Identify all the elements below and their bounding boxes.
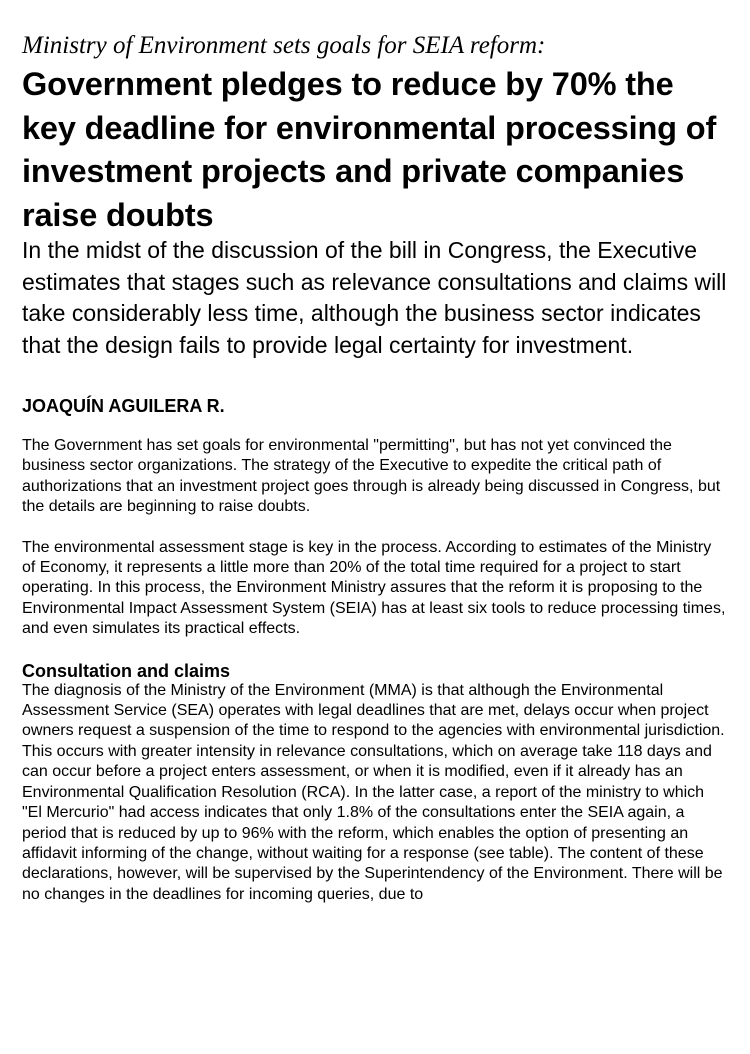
section-paragraph: The diagnosis of the Ministry of the Environment (MMA) is that although the Environmental Assessment Service (SEA) operates with legal deadlines that are met, delays occur when project owners request a suspension of the time to respond to the agencies with environmental jurisdiction. This occurs with greater intensity in relevance consultations, which on average take 118 days and can occur before a project enters assessment, or when it is modified, even if it already has an Environmental Qualification Resolution (RCA). In the latter case, a report of the ministry to which "El Mercurio" had access indicates that only 1.8% of the consultations enter the SEIA again, a period that is reduced by up to 96% with the reform, which enables the option of presenting an affidavit informing of the change, without waiting for a response (see table). The content of these declarations, however, will be supervised by the Superintendency of the Environment. There will be no changes in the deadlines for incoming queries, due to: [22, 681, 725, 903]
article: [0, 31, 750, 905]
article-byline: JOAQUÍN AGUILERA R.: [22, 396, 225, 416]
body-paragraph-2: The environmental assessment stage is key in the process. According to estimates of the Ministry of Economy, it represents a little more than 20% of the total time required for a project to start operating. In this process, the Environment Ministry assures that the reform it is proposing to the Environmental Impact Assessment System (SEIA) has at least six tools to reduce processing times, and even simulates its practical effects.: [22, 538, 726, 638]
section-heading: Consultation and claims: [22, 660, 231, 681]
article-kicker: Ministry of Environment sets goals for SEIA reform:: [22, 32, 546, 59]
article-headline: Government pledges to reduce by 70% the key deadline for environmental processing of investment projects and private companies raise doubts: [22, 66, 717, 233]
body-paragraph-1: The Government has set goals for environmental "permitting", but has not yet convinced the business sector organizations. The strategy of the Executive to expedite the critical path of authorizations that an investment project goes through is already being discussed in Congress, but the details are beginning to raise doubts.: [22, 437, 721, 516]
article-deck: In the midst of the discussion of the bill in Congress, the Executive estimates that stages such as relevance consultations and claims will take considerably less time, although the business sector indicates that the design fails to provide legal certainty for investment.: [22, 237, 727, 358]
